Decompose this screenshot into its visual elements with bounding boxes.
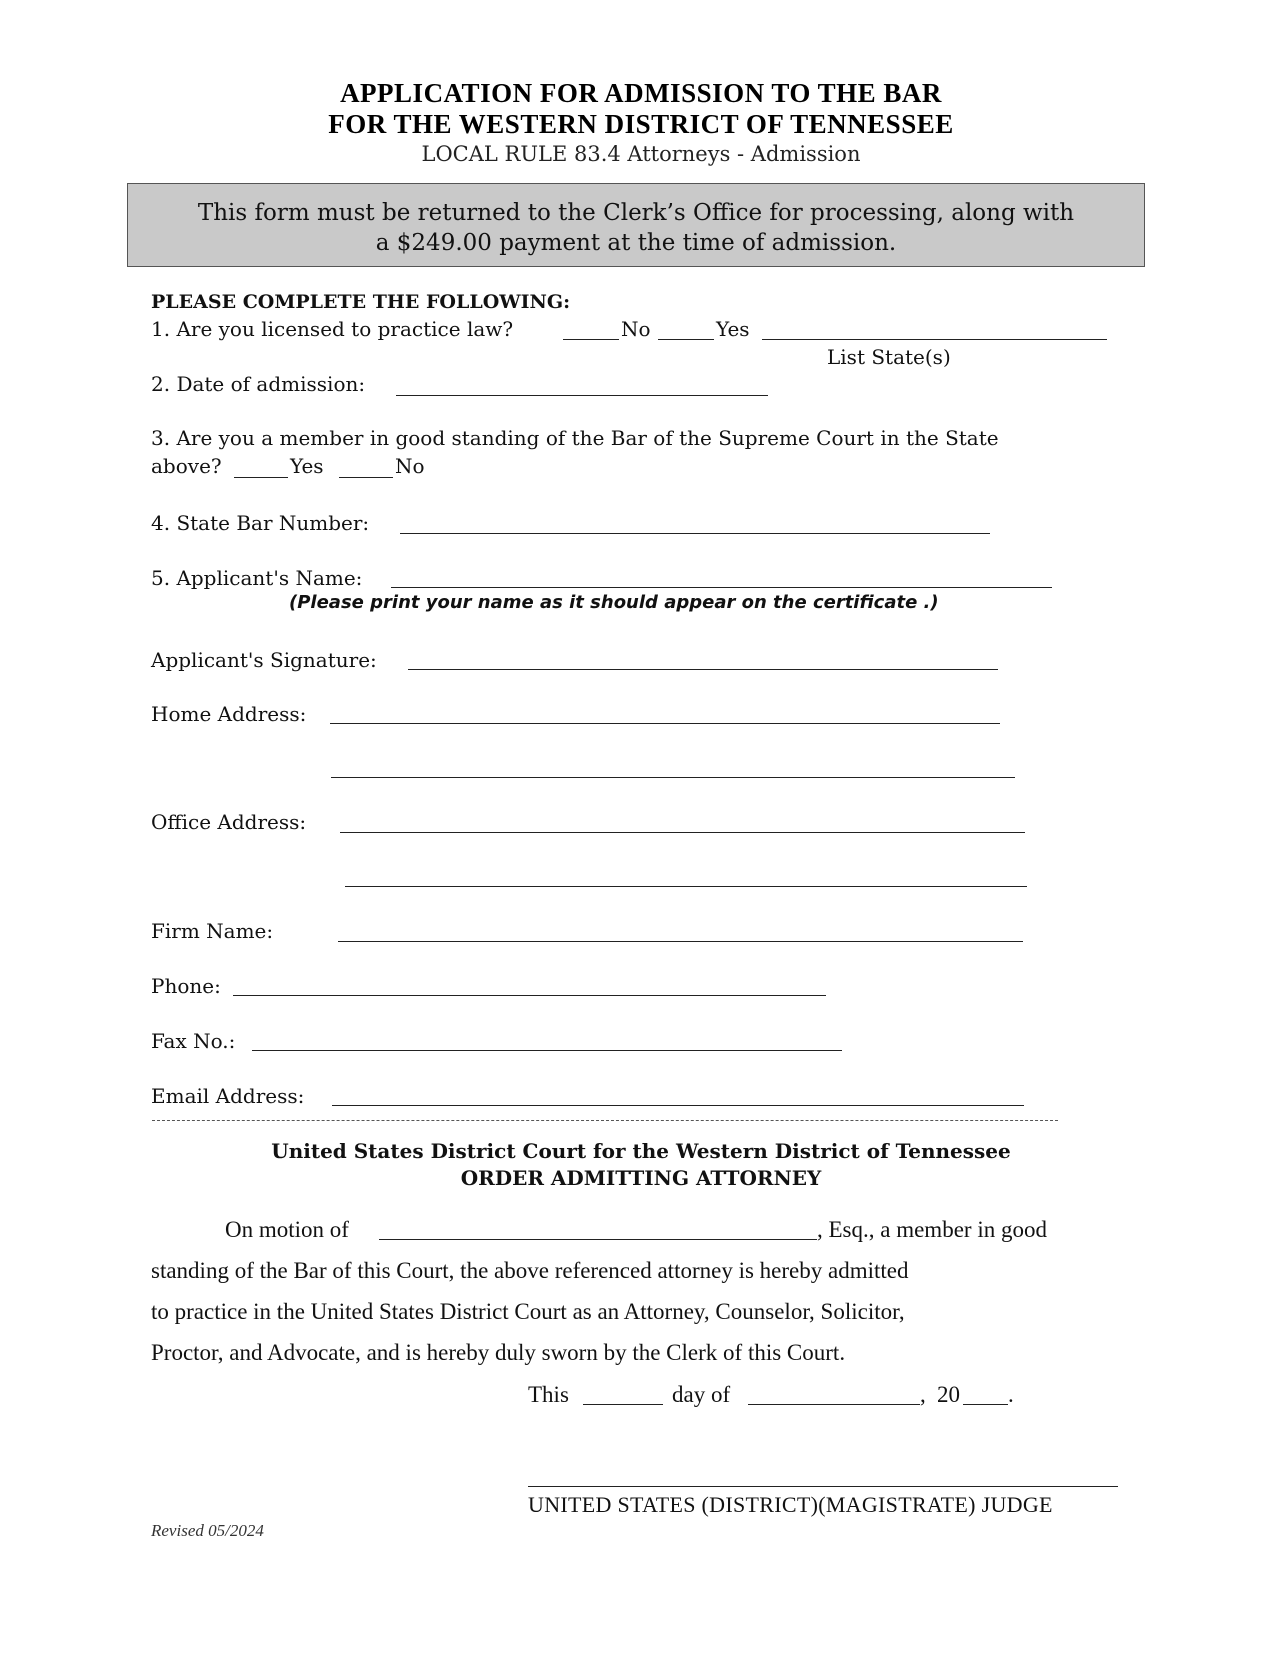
title-line-1: APPLICATION FOR ADMISSION TO THE BAR: [340, 78, 942, 108]
home-address-field-1[interactable]: [330, 723, 1000, 724]
date-month-field[interactable]: [748, 1404, 920, 1405]
order-text-line-3: to practice in the United States District Court as an Attorney, Counselor, Solicitor,: [151, 1299, 905, 1324]
dashed-divider: [152, 1120, 1058, 1121]
signature-field[interactable]: [408, 669, 998, 670]
applicant-name-field[interactable]: [391, 587, 1052, 588]
home-address-label: Home Address:: [151, 702, 307, 726]
q5-note: (Please print your name as it should appear on the certificate .): [289, 592, 939, 613]
signature-label: Applicant's Signature:: [151, 648, 377, 672]
judge-signature-line[interactable]: [528, 1486, 1118, 1487]
date-year-field[interactable]: [963, 1404, 1008, 1405]
judge-title: UNITED STATES (DISTRICT)(MAGISTRATE) JUDGE: [528, 1492, 1053, 1517]
q3-line-1: 3. Are you a member in good standing of the Bar of the Supreme Court in the State: [151, 426, 999, 450]
notice-line-1: This form must be returned to the Clerk’s Office for processing, along with: [197, 200, 1075, 226]
q1-yes-label: Yes: [716, 317, 750, 341]
email-field[interactable]: [332, 1105, 1024, 1106]
q3-yes-blank[interactable]: [234, 477, 288, 478]
order-court-name: United States District Court for the Western District of Tennessee: [271, 1139, 1011, 1163]
date-this-label: This: [528, 1382, 569, 1407]
q1-label: 1. Are you licensed to practice law?: [151, 317, 514, 341]
date-comma: ,: [920, 1382, 926, 1407]
q2-label: 2. Date of admission:: [151, 372, 366, 396]
order-title: ORDER ADMITTING ATTORNEY: [460, 1166, 822, 1190]
motion-attorney-field[interactable]: [379, 1239, 817, 1240]
phone-label: Phone:: [151, 974, 221, 998]
date-day-field[interactable]: [583, 1404, 663, 1405]
form-heading: PLEASE COMPLETE THE FOLLOWING:: [151, 291, 571, 313]
q3-no-label: No: [395, 454, 425, 478]
q3-yes-label: Yes: [290, 454, 324, 478]
motion-suffix: , Esq., a member in good: [817, 1217, 1047, 1242]
q3-above-label: above?: [151, 454, 222, 478]
q1-states-field[interactable]: [762, 339, 1107, 340]
subtitle: LOCAL RULE 83.4 Attorneys - Admission: [421, 142, 861, 166]
date-of-admission-field[interactable]: [396, 395, 768, 396]
q5-label: 5. Applicant's Name:: [151, 566, 363, 590]
order-text-line-4: Proctor, and Advocate, and is hereby duly sworn by the Clerk of this Court.: [151, 1340, 846, 1365]
firm-name-field[interactable]: [338, 941, 1023, 942]
q1-no-label: No: [621, 317, 651, 341]
date-day-of-label: day of: [672, 1382, 731, 1407]
home-address-field-2[interactable]: [331, 777, 1015, 778]
office-address-field-2[interactable]: [345, 886, 1027, 887]
fax-field[interactable]: [252, 1050, 842, 1051]
q3-no-blank[interactable]: [339, 477, 393, 478]
notice-box: [127, 183, 1145, 267]
q1-no-blank[interactable]: [563, 339, 619, 340]
firm-name-label: Firm Name:: [151, 919, 274, 943]
revised-date: Revised 05/2024: [151, 1521, 264, 1540]
motion-prefix: On motion of: [225, 1217, 349, 1242]
office-address-field-1[interactable]: [340, 832, 1025, 833]
office-address-label: Office Address:: [151, 810, 307, 834]
q4-label: 4. State Bar Number:: [151, 511, 370, 535]
date-year-prefix: 20: [937, 1382, 960, 1407]
state-bar-number-field[interactable]: [400, 533, 990, 534]
title-line-2: FOR THE WESTERN DISTRICT OF TENNESSEE: [328, 109, 954, 139]
notice-line-2: a $249.00 payment at the time of admission.: [375, 230, 897, 256]
q1-states-caption: List State(s): [827, 345, 951, 369]
email-label: Email Address:: [151, 1084, 305, 1108]
order-text-line-2: standing of the Bar of this Court, the above referenced attorney is hereby admitted: [151, 1258, 909, 1283]
fax-label: Fax No.:: [151, 1029, 236, 1053]
phone-field[interactable]: [233, 995, 826, 996]
q1-yes-blank[interactable]: [658, 339, 714, 340]
date-period: .: [1008, 1382, 1014, 1407]
